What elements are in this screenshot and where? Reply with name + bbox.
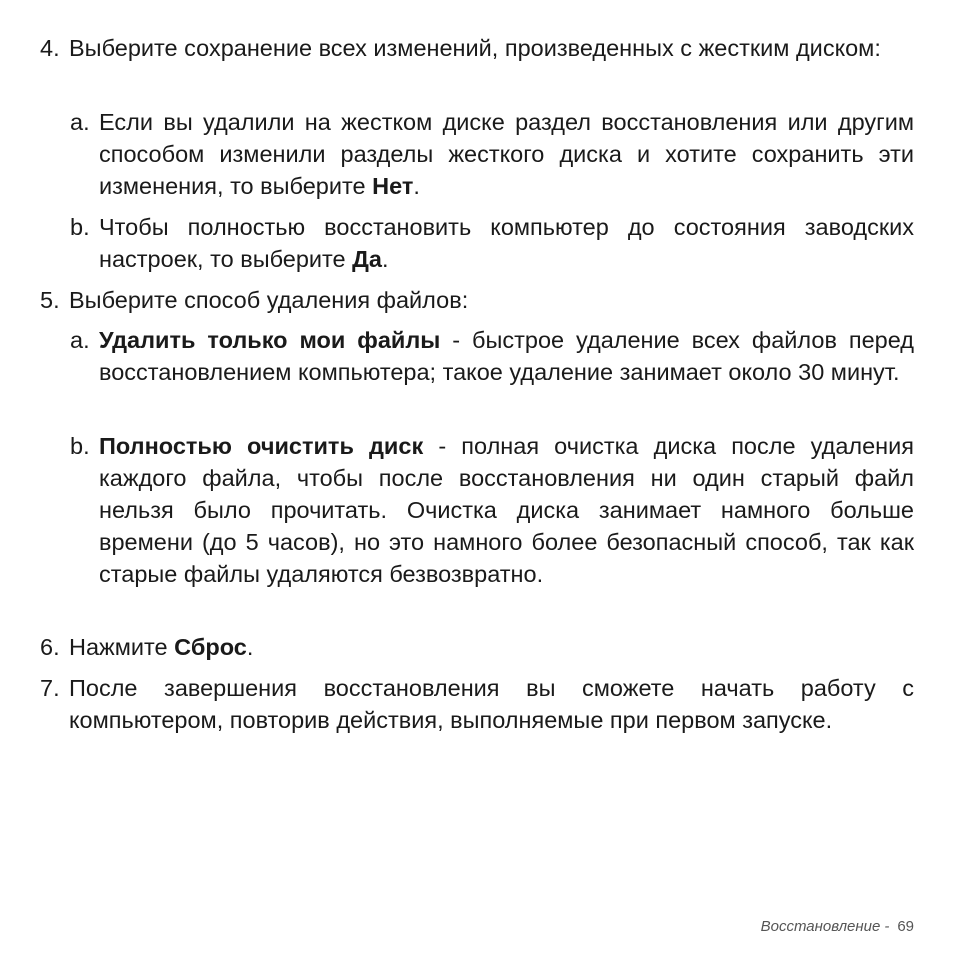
footer-separator: - — [884, 918, 890, 935]
step-number: 6. — [40, 634, 60, 660]
substep-text: - полная очистка диска после удаления каждого файла, чтобы после восстановления ни один старый файл нельзя было прочитать. Очистка диска занимает намного больше времени (до 5 часов), но это намного более безопасный способ, так как старые файлы удаляются безвозвратно. — [99, 433, 915, 587]
substep-content — [99, 324, 914, 388]
punctuation: . — [381, 246, 389, 272]
substep-letter: a. — [70, 109, 90, 135]
step-content — [69, 631, 914, 663]
option-clean-drive: Полностью очистить диск — [99, 433, 424, 459]
punctuation: . — [413, 173, 420, 199]
substep-content — [99, 430, 914, 590]
substep-content — [99, 211, 914, 275]
step-number: 4. — [40, 35, 60, 61]
step-6 — [40, 631, 914, 663]
substep-content — [99, 106, 914, 202]
option-remove-my-files: Удалить только мои файлы — [99, 327, 441, 353]
page-footer — [761, 917, 914, 937]
step-5 — [40, 284, 914, 316]
step-number: 5. — [40, 287, 60, 313]
reset-label: Сброс — [174, 634, 247, 660]
page-number: 69 — [897, 918, 914, 935]
step-4b — [70, 211, 914, 275]
step-4a — [70, 106, 914, 202]
option-no: Нет — [372, 173, 414, 199]
substep-text: Если вы удалили на жестком диске раздел восстановления или другим способом изменили разделы жесткого диска и хотите сохранить эти изменения, то выберите — [99, 109, 914, 199]
option-yes: Да — [352, 246, 382, 272]
step-7 — [40, 672, 914, 736]
step-number: 7. — [40, 675, 60, 701]
step-text: Нажмите — [69, 634, 175, 660]
punctuation: . — [246, 634, 254, 660]
footer-section: Восстановление — [760, 918, 881, 935]
step-text: После завершения восстановления вы сможете начать работу с компьютером, повторив действия, выполняемые при первом запуске. — [69, 675, 914, 733]
substep-text: Чтобы полностью восстановить компьютер до состояния заводских настроек, то выберите — [99, 214, 914, 272]
step-5b — [70, 430, 914, 590]
step-5a — [70, 324, 914, 388]
step-4 — [40, 32, 914, 64]
substep-letter: a. — [70, 327, 90, 353]
substep-text: - быстрое удаление всех файлов перед восстановлением компьютера; такое удаление занимает около 30 минут. — [99, 327, 914, 385]
step-text: Выберите способ удаления файлов: — [69, 287, 469, 313]
substep-letter: b. — [70, 433, 90, 459]
step-text: Выберите сохранение всех изменений, произведенных с жестким диском: — [69, 35, 881, 61]
substep-letter: b. — [70, 214, 90, 240]
